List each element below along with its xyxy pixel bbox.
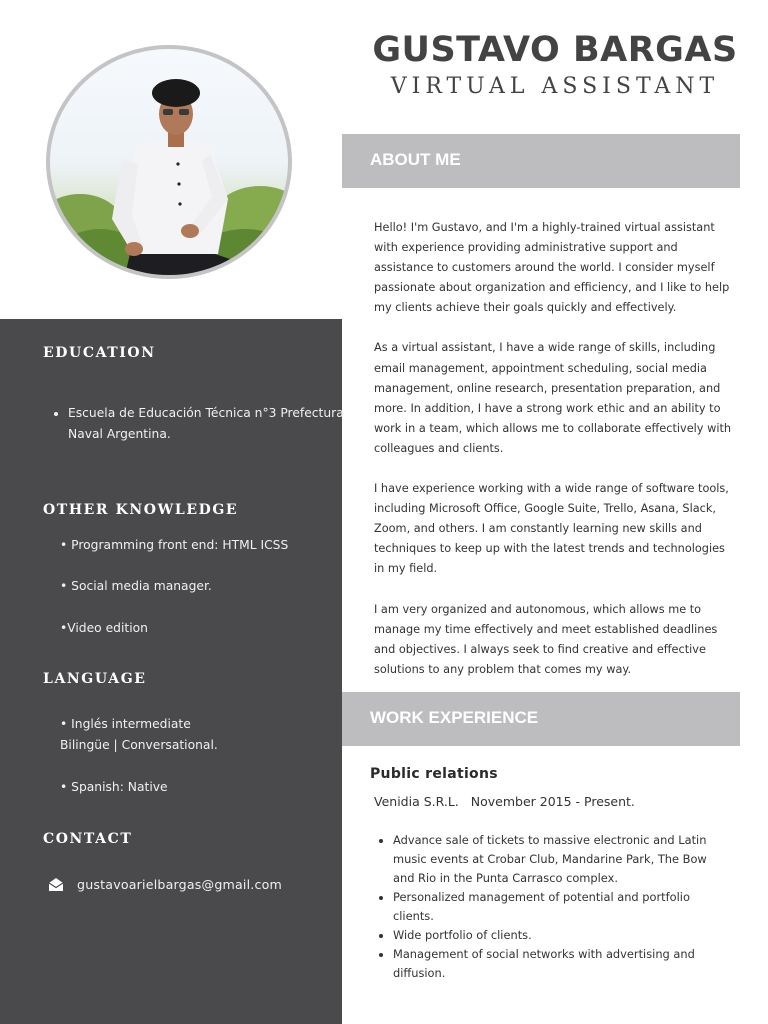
- knowledge-item: • Social media manager.: [60, 579, 212, 593]
- language-item: • Spanish: Native: [60, 780, 168, 794]
- about-paragraph: Hello! I'm Gustavo, and I'm a highly-trained virtual assistant with experience providing administrative support and assistance to customers around the world. I consider myself passionate about organization and efficiency, and I like to help my clients achieve their goals quickly and effectively.: [374, 221, 730, 315]
- about-paragraph: I am very organized and autonomous, which allows me to manage my time effectively and meet established deadlines and objectives. I always seek to find creative and effective solutions to any problem that comes my way.: [374, 602, 718, 676]
- job-title: Public relations: [370, 766, 498, 782]
- job-bullet: • Advance sale of tickets to massive electronic and Latin music events at Crobar Club, Mandarine Park, The Bow and Rio in the Punta Carrasco complex.: [393, 831, 723, 888]
- person-name: GUSTAVO BARGAS: [372, 30, 738, 70]
- about-heading-band: [342, 134, 740, 188]
- profile-photo: [46, 45, 292, 279]
- experience-heading: WORK EXPERIENCE: [370, 708, 539, 727]
- envelope-icon: [48, 877, 64, 892]
- job-period: November 2015 - Present.: [470, 794, 635, 809]
- experience-heading-band: [342, 692, 740, 746]
- about-paragraph: As a virtual assistant, I have a wide range of skills, including email management, appointment scheduling, social media management, online research, presentation preparation, and more. In addition, I have a strong work ethic and an ability to work in a team, which allows me to collaborate effectively with colleagues and clients.: [374, 341, 732, 455]
- about-paragraph: I have experience working with a wide range of software tools, including Microsoft Office, Google Suite, Trello, Asana, Slack, Zoom, and others. I am constantly learning new skills and techniques to keep up with the latest trends and technologies in my field.: [374, 482, 729, 576]
- education-heading: EDUCATION: [43, 345, 156, 361]
- language-item: • Inglés intermediate: [60, 717, 191, 731]
- knowledge-item: •Video edition: [60, 621, 148, 635]
- language-item-detail: Bilingüe | Conversational.: [60, 738, 218, 752]
- job-bullet: • Personalized management of potential and portfolio clients.: [393, 888, 723, 926]
- education-list: [52, 403, 348, 445]
- about-heading: ABOUT ME: [370, 150, 461, 169]
- about-text: [374, 218, 734, 700]
- job-bullet: • Wide portfolio of clients.: [393, 926, 723, 945]
- profile-photo-illustration: [50, 49, 288, 275]
- contact-heading: CONTACT: [43, 831, 133, 847]
- contact-email-row[interactable]: [48, 877, 282, 892]
- knowledge-item: • Programming front end: HTML ICSS: [60, 538, 289, 552]
- job-bullet: • Management of social networks with advertising and diffusion.: [393, 945, 723, 983]
- job-company-line: [374, 794, 635, 809]
- language-heading: LANGUAGE: [43, 671, 147, 687]
- job-bullet-list: [374, 831, 723, 983]
- job-company: Venidia S.R.L.: [374, 794, 459, 809]
- person-role: VIRTUAL ASSISTANT: [390, 74, 720, 99]
- knowledge-heading: OTHER KNOWLEDGE: [43, 502, 239, 518]
- contact-email[interactable]: gustavoarielbargas@gmail.com: [77, 877, 283, 892]
- education-item: • Escuela de Educación Técnica n°3 Prefectura Naval Argentina.: [68, 403, 348, 445]
